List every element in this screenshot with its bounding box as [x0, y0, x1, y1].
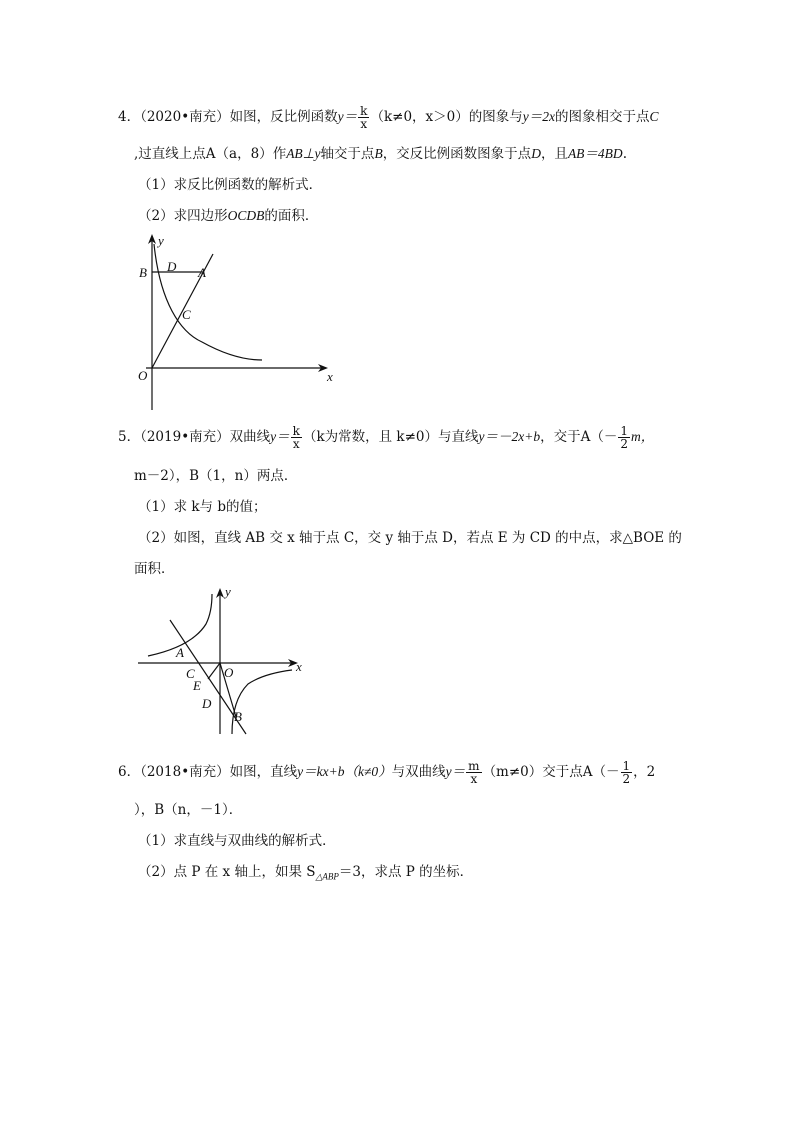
label-e: E — [193, 678, 201, 693]
fraction-m-over-x: $\frac{m}{x}$ — [468, 759, 480, 786]
segment-oe — [208, 663, 220, 679]
problem-5-question-2-line-1: （2）如图，直线 AB 交 x 轴于点 C，交 y 轴于点 D，若点 E 为 CD 的中点，求△BOE 的 — [138, 530, 682, 546]
label-y: y — [158, 233, 164, 248]
problem-4-question-2: （2）求四边形OCDB的面积． — [138, 208, 319, 224]
problem-4-figure — [130, 232, 350, 412]
label-c: C — [186, 666, 195, 681]
problem-5-question-1: （1）求 k与 b的值； — [138, 499, 267, 515]
problem-6-question-1: （1）求直线与双曲线的解析式． — [138, 833, 336, 849]
fraction-k-over-x: $\frac{k}{x}$ — [292, 424, 300, 451]
problem-5-line-2: m－2），B（1，n）两点． — [134, 468, 298, 484]
label-a: A — [176, 645, 184, 660]
problem-4-line-1: 4．（2020•南充）如图，反比例函数y＝ $\frac{k}{x}$ （k≠0，x＞0）的图象与y＝2x的图象相交于点C — [118, 104, 659, 131]
label-y: y — [225, 584, 231, 599]
problem-4-line-2: ,过直线上点A（a，8）作AB⊥y轴交于点B，交反比例函数图象于点D，且AB＝4BD. — [134, 146, 627, 162]
label-d: D — [167, 259, 177, 274]
label-d: D — [202, 696, 212, 711]
problem-5-line-1: 5．（2019•南充）双曲线y＝ $\frac{k}{x}$ （k为常数，且 k≠0）与直线y＝－2x+b，交于A（－ $\frac{1}{2}$ m， — [118, 424, 655, 451]
label-b: B — [234, 709, 242, 724]
label-a: A — [198, 265, 206, 280]
label-o: O — [224, 665, 234, 680]
label-o: O — [138, 368, 148, 383]
fraction-one-half: $\frac{1}{2}$ — [622, 759, 631, 786]
problem-4-source: （2020•南充） — [140, 109, 230, 125]
problem-4-number: 4． — [118, 109, 141, 125]
label-x: x — [296, 659, 302, 674]
label-b: B — [139, 265, 147, 280]
problem-5-question-2-line-2: 面积． — [134, 561, 175, 577]
problem-4-question-1: （1）求反比例函数的解析式． — [138, 177, 323, 193]
problem-5-figure — [136, 584, 316, 744]
hyperbola-branch-lower-right — [232, 670, 292, 734]
label-x: x — [327, 369, 333, 384]
problem-5-source: （2019•南充） — [140, 429, 230, 445]
label-c: C — [182, 307, 191, 322]
problem-6-number: 6． — [118, 764, 141, 780]
problem-6-source: （2018•南充） — [140, 764, 230, 780]
problem-6-line-1: 6．（2018•南充）如图，直线y＝kx+b（k≠0）与双曲线y＝ $\frac{m}{x}$ （m≠0）交于点A（－ $\frac{1}{2}$ ，2 — [118, 759, 656, 786]
problem-5-number: 5． — [118, 429, 141, 445]
problem-6-line-2: ），B（n，－1）． — [134, 802, 243, 818]
fraction-k-over-x: $\frac{k}{x}$ — [360, 104, 368, 131]
fraction-one-half: $\frac{1}{2}$ — [620, 424, 628, 451]
problem-6-question-2: （2）点 P 在 x 轴上，如果 $S_{\triangle ABP}=3$，求点 P 的坐标． — [138, 864, 474, 882]
